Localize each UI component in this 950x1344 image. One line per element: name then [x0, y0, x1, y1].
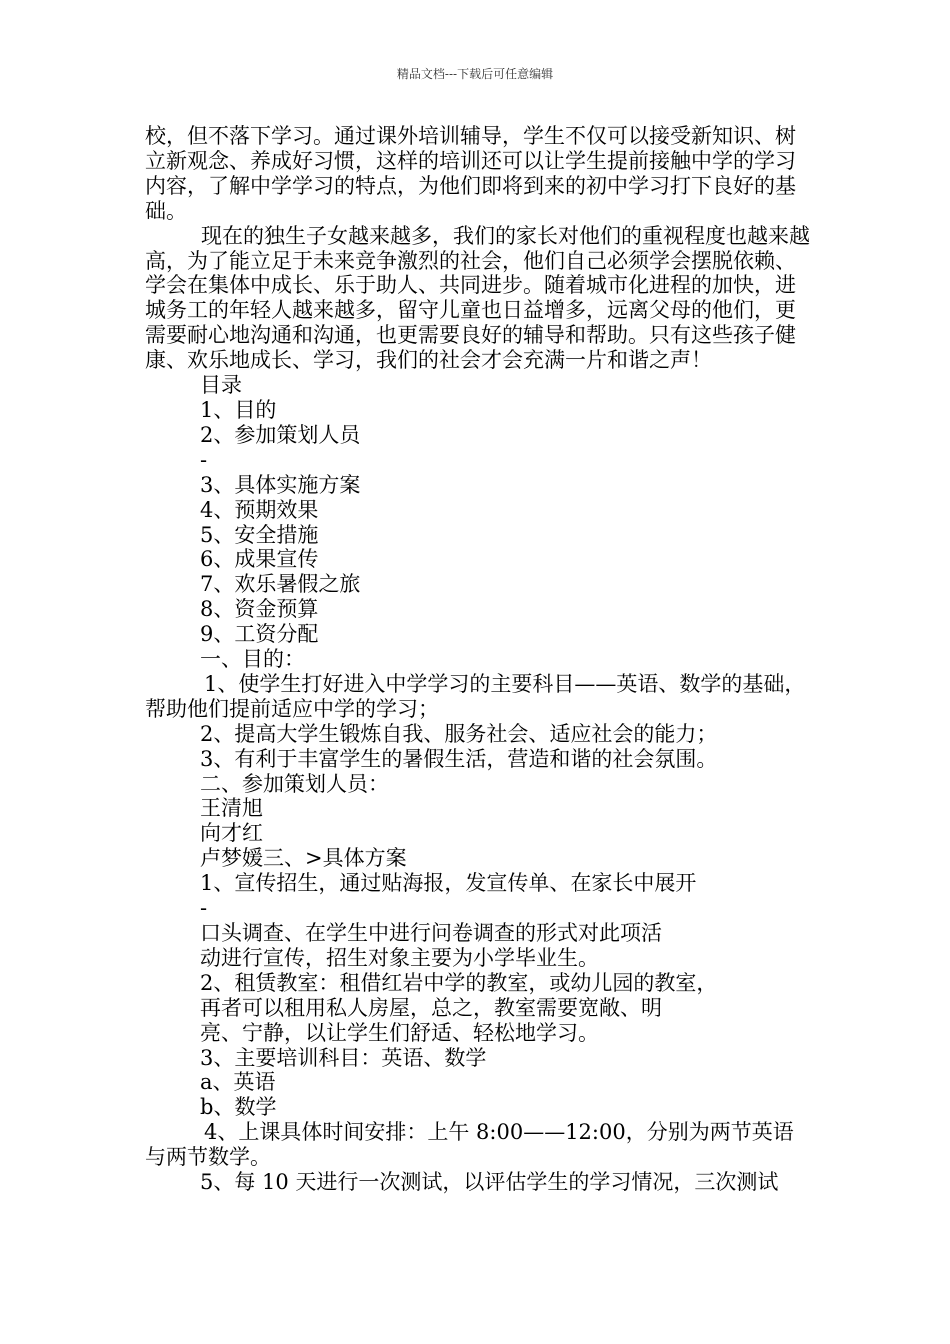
toc-title: 目录 [200, 373, 242, 398]
intro-paragraph: 校，但不落下学习。通过课外培训辅导，学生不仅可以接受新知识、树立新观念、养成好习惯，这样的培训还可以让学生提前接触中学的学习内容，了解中学学习的特点，为他们即将到来的初中学习打下良好的基础。 [145, 124, 796, 223]
toc-item: 8、资金预算 [200, 597, 319, 622]
section-3-item: 2、租赁教室：租借红岩中学的教室，或幼儿园的教室， [200, 970, 718, 995]
section-3-item: 3、主要培训科目：英语、数学 [200, 1045, 487, 1070]
section-1-title: 一、目的： [200, 647, 305, 672]
section-3-item: 1、宣传招生，通过贴海报，发宣传单、在家长中展开 [200, 871, 697, 896]
context-paragraph: 现在的独生子女越来越多，我们的家长对他们的重视程度也越来越高，为了能立足于未来竞争激烈的社会，他们自己必须学会摆脱依赖、学会在集体中成长、乐于助人、共同进步。随着城市化进程的加快，进城务工的年轻人越来越多，留守儿童也日益增多，远离父母的他们，更需要耐心地沟通和沟通，也更需要良好的辅导和帮助。只有这些孩子健康、欢乐地成长、学习，我们的社会才会充满一片和谐之声！ [145, 223, 810, 373]
toc-item: 4、预期效果 [200, 497, 319, 522]
section-3-item: 5、每 10 天进行一次测试，以评估学生的学习情况，三次测试 [200, 1170, 779, 1195]
dash-mark: - [200, 447, 208, 472]
toc-item: 7、欢乐暑假之旅 [200, 572, 361, 597]
section-3-item-continued: 再者可以租用私人房屋，总之，教室需要宽敞、明 [200, 995, 662, 1020]
page-header: 精品文档---下载后可任意编辑 [396, 67, 554, 81]
subject-item: a、英语 [200, 1070, 276, 1095]
section-3-item: 4、上课具体时间安排：上午 8:00——12:00，分别为两节英语与两节数学。 [145, 1120, 794, 1170]
section-1-item: 3、有利于丰富学生的暑假生活，营造和谐的社会氛围。 [200, 746, 718, 771]
section-1-item: 2、提高大学生锻炼自我、服务社会、适应社会的能力； [200, 721, 718, 746]
section-3-item-continued: 动进行宣传，招生对象主要为小学毕业生。 [200, 945, 599, 970]
toc-item: 2、参加策划人员 [200, 422, 361, 447]
toc-item: 5、安全措施 [200, 522, 319, 547]
dash-mark: - [200, 896, 208, 921]
toc-item: 9、工资分配 [200, 622, 319, 647]
document-body [145, 124, 813, 1195]
planner-name: 王清旭 [200, 796, 263, 821]
section-3-item-continued: 亮、宁静，以让学生们舒适、轻松地学习。 [200, 1020, 599, 1045]
toc-item: 1、目的 [200, 397, 277, 422]
section-1-item: 1、使学生打好进入中学学习的主要科目——英语、数学的基础，帮助他们提前适应中学的学习； [145, 671, 806, 721]
planner-name: 向才红 [200, 821, 263, 846]
planner-name-and-section-3-title: 卢梦媛三、>具体方案 [200, 846, 407, 871]
toc-item: 3、具体实施方案 [200, 472, 361, 497]
section-3-item-continued: 口头调查、在学生中进行问卷调查的形式对此项活 [200, 921, 662, 945]
toc-item: 6、成果宣传 [200, 547, 319, 572]
subject-item: b、数学 [200, 1095, 277, 1120]
section-2-title: 二、参加策划人员： [200, 771, 389, 796]
